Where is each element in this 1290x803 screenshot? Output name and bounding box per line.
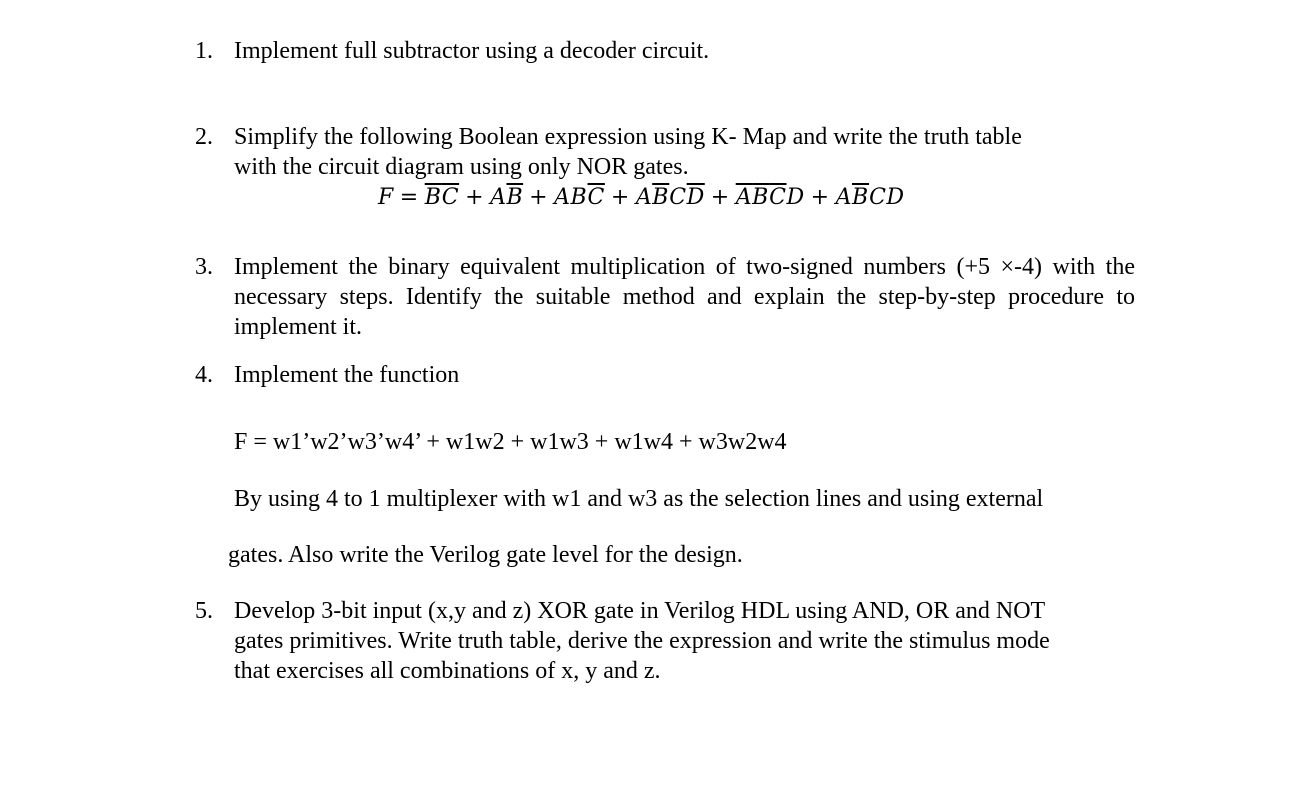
equation-lhs: F — [378, 185, 394, 210]
question-text-line: gates primitives. Write truth table, derive the expression and write the stimulus mode — [234, 628, 1050, 654]
equation-term — [490, 185, 523, 210]
question-number: 5. — [195, 598, 213, 624]
question-5 — [195, 596, 1135, 686]
question-text-line: that exercises all combinations of x, y and z. — [234, 658, 661, 684]
equation-variable: $\overline{B}$ — [752, 185, 770, 210]
question-2 — [195, 122, 1135, 182]
equation-variable: $\overline{C}$ — [441, 185, 460, 210]
equation-variable: $\overline{B}$ — [506, 185, 524, 210]
equation-variable: C — [669, 185, 687, 210]
function-expression: F = w1’w2’w3’w4’ + w1w2 + w1w3 + w1w4 + w3w2w4 — [234, 429, 787, 455]
equation-variable: B — [570, 185, 588, 210]
question-number: 3. — [195, 254, 213, 280]
question-4 — [195, 360, 1135, 390]
equation-variable: $\overline{C}$ — [587, 185, 605, 210]
equation-variable: D — [786, 185, 805, 210]
question-text: Implement the binary equivalent multiplication of two-signed numbers (+5 ×-4) with the necessary steps. Identify the suitable method and explain the step-by-step procedure to implement it. — [234, 254, 1135, 340]
question-text-line: Implement full subtractor using a decoder circuit. — [234, 38, 710, 64]
boolean-equation — [378, 183, 905, 213]
question-number: 2. — [195, 124, 213, 150]
equation-term — [836, 185, 905, 210]
plus-operator: + — [465, 185, 485, 210]
question-text-line: Implement the function — [234, 362, 460, 388]
equation-term — [736, 185, 805, 210]
equation-term — [636, 185, 705, 210]
question-1 — [195, 36, 1135, 66]
equation-variable: $\overline{A}$ — [735, 185, 753, 210]
equation-variable: A — [635, 185, 653, 210]
equation-variable: A — [554, 185, 571, 210]
equation-variable: D — [886, 185, 905, 210]
equation-variable: C — [869, 185, 887, 210]
question-text-line: Develop 3-bit input (x,y and z) XOR gate in Verilog HDL using AND, OR and NOT — [234, 598, 1046, 624]
question-number: 4. — [195, 362, 213, 388]
equation-term — [554, 185, 605, 210]
equation-variable: A — [490, 185, 507, 210]
equation-variable: $\overline{B}$ — [851, 185, 870, 210]
selection-lines-text: By using 4 to 1 multiplexer with w1 and w3 as the selection lines and using external — [234, 486, 1044, 512]
equation-variable: $\overline{B}$ — [652, 185, 670, 210]
equation-variable: $\overline{B}$ — [424, 185, 442, 210]
equation-term — [425, 185, 459, 210]
question-text-line: with the circuit diagram using only NOR gates. — [234, 154, 689, 180]
question-text-line: Simplify the following Boolean expression using K- Map and write the truth table — [234, 124, 1022, 150]
equation-variable: $\overline{D}$ — [686, 185, 705, 210]
equals-sign: = — [399, 185, 419, 210]
plus-operator: + — [529, 185, 549, 210]
plus-operator: + — [810, 185, 830, 210]
equation-variable: $\overline{C}$ — [769, 185, 787, 210]
question-3 — [195, 252, 1135, 342]
equation-variable: A — [835, 185, 852, 210]
continuation-text: gates. Also write the Verilog gate level for the design. — [228, 542, 743, 568]
question-number: 1. — [195, 38, 213, 64]
plus-operator: + — [710, 185, 730, 210]
plus-operator: + — [610, 185, 630, 210]
